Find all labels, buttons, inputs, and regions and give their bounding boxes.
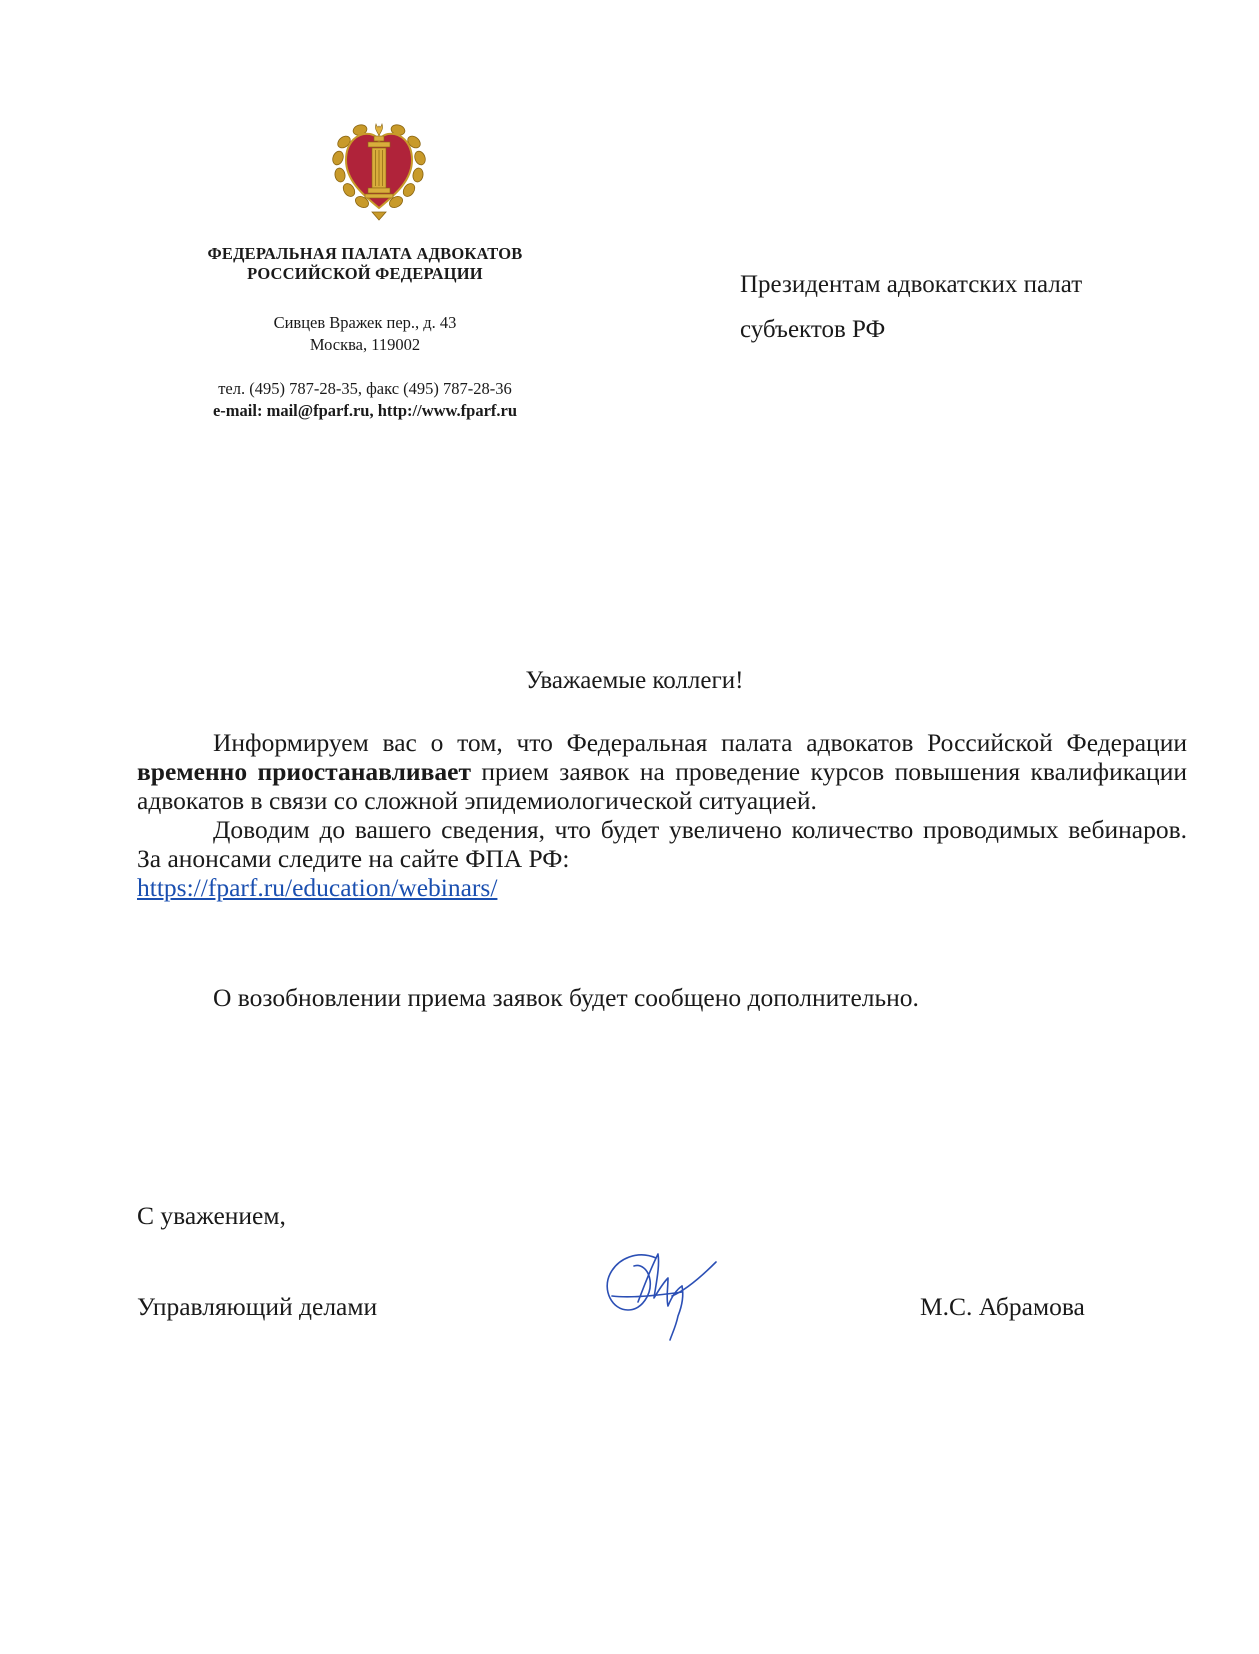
addressee-line2: субъектов РФ (740, 316, 886, 343)
addressee (740, 262, 1200, 352)
salutation: Уважаемые коллеги! (525, 667, 744, 694)
addressee-line1: Президентам адвокатских палат (740, 271, 1083, 298)
address-line1: Сивцев Вражек пер., д. 43 (273, 313, 457, 332)
paragraph-suspension-start: Информируем вас о том, что Федеральная палата адвокатов Российской Федерации (213, 728, 1187, 757)
email-website-line: e-mail: mail@fparf.ru, http://www.fparf.ru (212, 401, 518, 420)
organization-address (140, 312, 590, 356)
signer-position: Управляющий делами (137, 1292, 378, 1321)
paragraph-suspension (137, 728, 1187, 815)
organization-contacts (140, 378, 590, 422)
organization-name (140, 244, 590, 284)
webinars-link-line (137, 873, 1187, 902)
regards: С уважением, (137, 1201, 286, 1230)
signer-name: М.С. Абрамова (920, 1292, 1085, 1321)
paragraph-webinars (137, 815, 1187, 873)
bar-association-emblem-icon (332, 112, 426, 222)
organization-name-line2: РОССИЙСКОЙ ФЕДЕРАЦИИ (247, 264, 483, 283)
emphasized-phrase: временно приостанавливает (137, 757, 471, 786)
paragraph-webinars-text: Доводим до вашего сведения, что будет увеличено количество проводимых вебинаров. За анонсами следите на сайте ФПА РФ: (137, 815, 1187, 873)
letter-body (137, 728, 1187, 902)
handwritten-signature (598, 1236, 748, 1346)
closing-note: О возобновлении приема заявок будет сообщено дополнительно. (213, 983, 919, 1012)
phone-fax-line: тел. (495) 787-28-35, факс (495) 787-28-36 (218, 379, 512, 398)
organization-name-line1: ФЕДЕРАЛЬНАЯ ПАЛАТА АДВОКАТОВ (207, 244, 523, 263)
paragraph-suspension-end: прием заявок на проведение курсов повышения квалификации адвокатов в связи со сложной эпидемиологической ситуацией. (137, 757, 1187, 815)
webinars-link[interactable]: https://fparf.ru/education/webinars/ (137, 873, 498, 902)
address-line2: Москва, 119002 (309, 335, 421, 354)
